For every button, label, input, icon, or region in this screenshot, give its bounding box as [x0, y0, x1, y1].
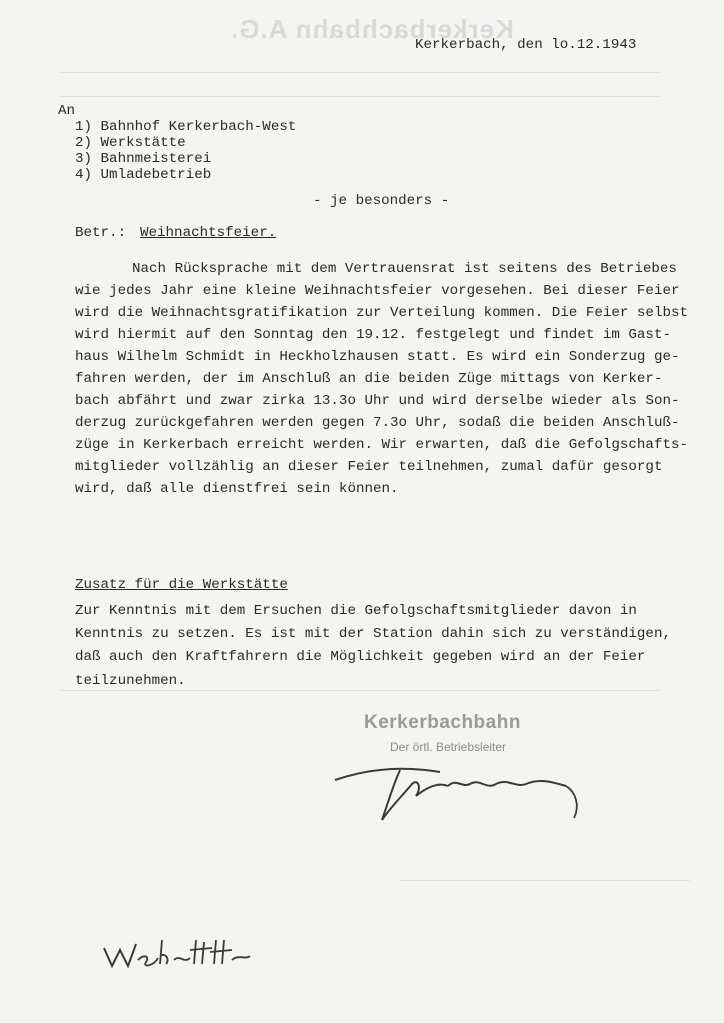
- show-through-letterhead: Kerkerbachbahn A.G.: [230, 14, 514, 44]
- recipient-label: An: [58, 103, 76, 119]
- recipient-item: 3) Bahnmeisterei: [75, 151, 212, 167]
- body-line: wie jedes Jahr eine kleine Weihnachtsfeier vorgesehen. Bei dieser Feier: [75, 283, 680, 299]
- recipient-item: 4) Umladebetrieb: [75, 167, 212, 183]
- recipient-item: 1) Bahnhof Kerkerbach-West: [75, 119, 297, 135]
- show-through-rule: [400, 880, 690, 881]
- body-line: wird, daß alle dienstfrei sein können.: [75, 481, 399, 497]
- show-through-rule: [60, 96, 660, 97]
- handwritten-note: [100, 930, 260, 980]
- addendum-line: teilzunehmen.: [75, 673, 186, 689]
- addendum-line: daß auch den Kraftfahrern die Möglichkeit gegeben wird an der Feier: [75, 649, 646, 665]
- stamp-title: Der örtl. Betriebsleiter: [390, 740, 507, 754]
- body-line: Nach Rücksprache mit dem Vertrauensrat ist seitens des Betriebes: [132, 261, 677, 277]
- company-stamp: Kerkerbachbahn: [364, 712, 521, 733]
- body-line: fahren werden, der im Anschluß an die beiden Züge mittags von Kerker-: [75, 371, 663, 387]
- body-line: wird hiermit auf den Sonntag den 19.12. festgelegt und findet im Gast-: [75, 327, 671, 343]
- show-through-rule: [60, 690, 660, 691]
- body-line: bach abfährt und zwar zirka 13.3o Uhr und wird derselbe wieder als Son-: [75, 393, 680, 409]
- body-line: mitglieder vollzählig an dieser Feier teilnehmen, zumal dafür gesorgt: [75, 459, 663, 475]
- recipient-item: 2) Werkstätte: [75, 135, 186, 151]
- addendum-line: Zur Kenntnis mit dem Ersuchen die Gefolgschaftsmitglieder davon in: [75, 603, 637, 619]
- show-through-rule: [60, 72, 660, 73]
- body-line: haus Wilhelm Schmidt in Heckholzhausen statt. Es wird ein Sonderzug ge-: [75, 349, 680, 365]
- body-line: wird die Weihnachtsgratifikation zur Verteilung kommen. Die Feier selbst: [75, 305, 688, 321]
- subject-label: Betr.:: [75, 225, 127, 241]
- distribution-note: - je besonders -: [313, 193, 450, 209]
- subject: Weihnachtsfeier.: [140, 225, 277, 241]
- body-line: züge in Kerkerbach erreicht werden. Wir erwarten, daß die Gefolgschafts-: [75, 437, 688, 453]
- signature: [330, 748, 590, 828]
- place-date: Kerkerbach, den lo.12.1943: [415, 37, 637, 53]
- addendum-line: Kenntnis zu setzen. Es ist mit der Station dahin sich zu verständigen,: [75, 626, 671, 642]
- body-line: derzug zurückgefahren werden gegen 7.3o Uhr, sodaß die beiden Anschluß-: [75, 415, 680, 431]
- addendum-title: Zusatz für die Werkstätte: [75, 577, 288, 593]
